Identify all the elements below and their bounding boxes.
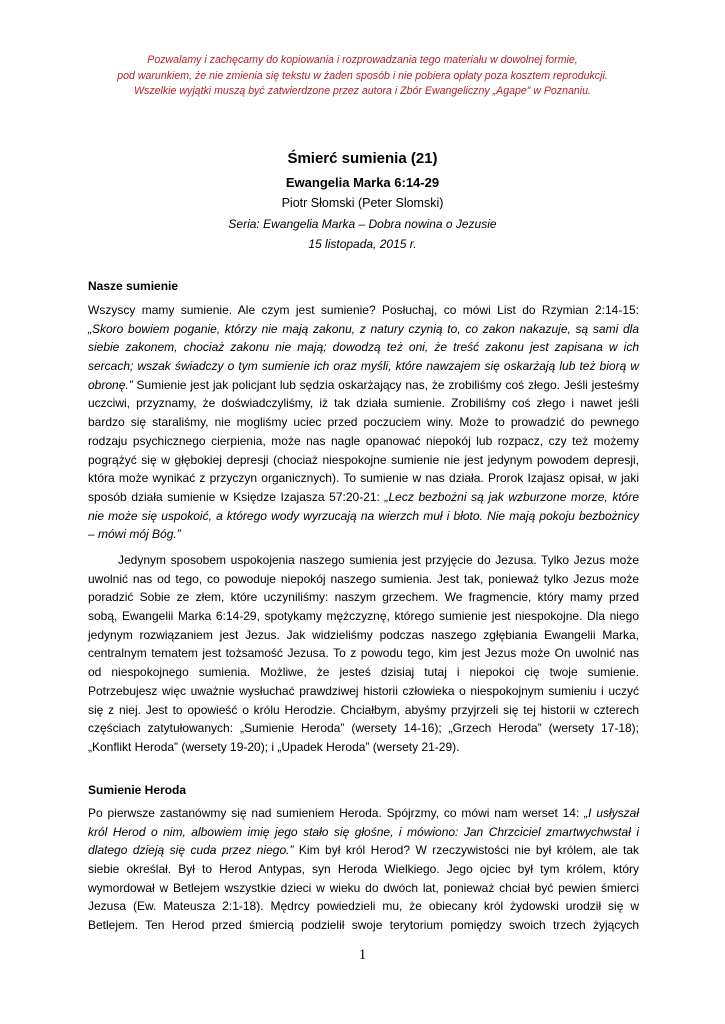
text-line: – mówi mój Bóg.”	[88, 527, 181, 542]
text-line: Betlejem. Ten Herod przed śmiercią podzielił swoje terytorium pomiędzy swoich trzech żyjących	[88, 918, 639, 933]
page-number: 1	[358, 947, 367, 963]
section-heading-sumienie-heroda: Sumienie Heroda	[88, 783, 187, 797]
title-block	[60, 149, 665, 254]
text-line	[88, 488, 639, 507]
copyright-notice	[60, 53, 665, 100]
text-line: król Herod o nim, albowiem imię jego stało się głośne, i mówiono: Jan Chrzciciel zmartwychwstał i	[88, 824, 639, 839]
paragraph	[88, 301, 639, 544]
paragraph	[88, 551, 639, 757]
text-line: od niespokojnego sumienia. Możliwe, że jesteś dzisiaj tutaj i niepokoi cię twoje sumienie.	[88, 665, 639, 680]
text-line	[88, 804, 639, 823]
quote-fragment: dlatego dzieją się cuda przez niego.”	[88, 843, 294, 858]
notice-line: Pozwalamy i zachęcamy do kopiowania i rozprowadzania tego materiału w dowolnej formie,	[147, 54, 578, 66]
quote-fragment: obronę.”	[88, 377, 133, 392]
text-line: jedynym rozwiązaniem jest Jezus. Jak widzieliśmy podczas naszego zgłębiania Ewangelii Marka,	[88, 627, 639, 642]
text-line: Wszyscy mamy sumienie. Ale czym jest sumienie? Posłuchaj, co mówi List do Rzymian 2:14-15:	[88, 303, 639, 317]
text-line: nie może się uspokoić, a którego wody wyrzucają na wierzch muł i błoto. Nie mają pokoju bezbożnicy	[88, 508, 639, 523]
notice-line: pod warunkiem, że nie zmienia się tekstu w żaden sposób i nie pobiera opłaty poza kosztem reprodukcji.	[117, 69, 608, 82]
text-line: pogrążyć się w głębokiej depresji (chociaż niespokojne sumienie nie jest jedynym powodem depresji,	[88, 452, 639, 467]
text-line: centralnym tematem jest tożsamość Jezusa. To z powodu tego, kim jest Jezus może On uwolnić nas	[88, 646, 639, 661]
section-heading-nasze-sumienie: Nasze sumienie	[88, 279, 179, 293]
text-line: uczciwi, przyznamy, że doświadczyliśmy, iż tak działa sumienie. Zrobiliśmy coś złego i nawet jeśli	[88, 396, 639, 411]
text-line: się z niej. Jest to opowieść o królu Herodzie. Chciałbym, abyśmy przyjrzeli się tej historii w czterech	[88, 702, 639, 717]
date: 15 listopada, 2015 r.	[308, 237, 417, 251]
document-subtitle: Ewangelia Marka 6:14-29	[285, 175, 440, 190]
text-line: Jedynym sposobem uspokojenia naszego sumienia jest przyjęcie do Jezusa. Tylko Jezus może	[118, 553, 639, 567]
text-line: wymordował w Betlejem wszystkie dzieci w wieku do dwóch lat, ponieważ chciał być pewien śmierci	[88, 880, 639, 895]
text-line: rodzaju psychicznego cierpienia, może nas nagle opanować niepokój lub rozpacz, czy też możemy	[88, 433, 639, 448]
notice-line: Wszelkie wyjątki muszą być zatwierdzone przez autora i Zbór Ewangeliczny „Agape” w Poznaniu.	[134, 85, 591, 97]
text-line: sercach; wszak świadczy o tym sumienie ich oraz myśli, które nawzajem się oskarżają lub też biorą w	[88, 359, 639, 374]
text-fragment: Sumienie jest jak policjant lub sędzia oskarżający nas, że zrobiliśmy coś złego. Jeśli jesteśmy	[132, 377, 639, 392]
document-title: Śmierć sumienia (21)	[287, 150, 438, 167]
text-line: Jezusa (Ew. Mateusza 2:1-18). Mędrcy powiedzieli mu, że obiecany król żydowski urodził się w	[88, 899, 639, 914]
text-line: „Konflikt Heroda” (wersety 19-20); i „Upadek Heroda” (wersety 21-29).	[88, 739, 460, 754]
text-line: Potrzebujesz więc uważnie wysłuchać prawdziwej historii człowieka o niespokojnym sumieniu i uczyć	[88, 683, 639, 698]
text-fragment: Kim był król Herod? W rzeczywistości nie był królem, ale tak	[293, 843, 639, 858]
text-line	[88, 841, 639, 860]
text-line: siebie zakonem, chociaż zakonu nie mają; dowodzą też oni, że treść zakonu jest zapisana w ich	[88, 340, 639, 355]
text-fragment: Po pierwsze zastanówmy się nad sumieniem Heroda. Spójrzmy, co mówi nam werset 14:	[88, 806, 585, 820]
text-line: poradzić Sobie ze złem, które uczyniliśmy: naszym grzechem. We fragmencie, który mamy przed	[88, 590, 639, 605]
text-line: „Skoro bowiem poganie, którzy nie mają zakonu, z natury czynią to, co zakon nakazuje, są sami dla	[88, 321, 639, 336]
text-line: która może wynikać z przyczyn organicznych). To sumienie w nas działa. Prorok Izajasz opisał, w jaki	[88, 471, 639, 486]
paragraph	[88, 804, 639, 935]
text-line: sobą, Ewangelii Marka 6:14-29, spotykamy mężczyznę, którego sumienie jest niespokojne. Dla niego	[88, 609, 639, 624]
quote-fragment: „Lecz bezbożni są jak wzburzone morze, które	[384, 489, 639, 504]
text-line: siebie określał. Był to Herod Antypas, syn Heroda Wielkiego. Jego ojciec był tym królem, który	[88, 862, 639, 877]
author: Piotr Słomski (Peter Slomski)	[281, 196, 444, 210]
text-line: bardzo się staraliśmy, nie mogliśmy uciec przed poczuciem winy. Może to prowadzić do pewnego	[88, 415, 639, 430]
series: Seria: Ewangelia Marka – Dobra nowina o Jezusie	[228, 217, 497, 231]
text-line: częściach zatytułowanych: „Sumienie Heroda” (wersety 14-16); „Grzech Heroda” (wersety 17-18);	[88, 721, 639, 736]
text-line: uwolnić nas od tego, co powoduje niepokój naszego sumienia. Jest tak, ponieważ tylko Jezus może	[88, 571, 639, 586]
text-fragment: sposób działa sumienie w Księdze Izajasza 57:20-21:	[88, 489, 385, 504]
text-line	[88, 376, 639, 395]
quote-fragment: „I usłyszał	[584, 806, 640, 820]
